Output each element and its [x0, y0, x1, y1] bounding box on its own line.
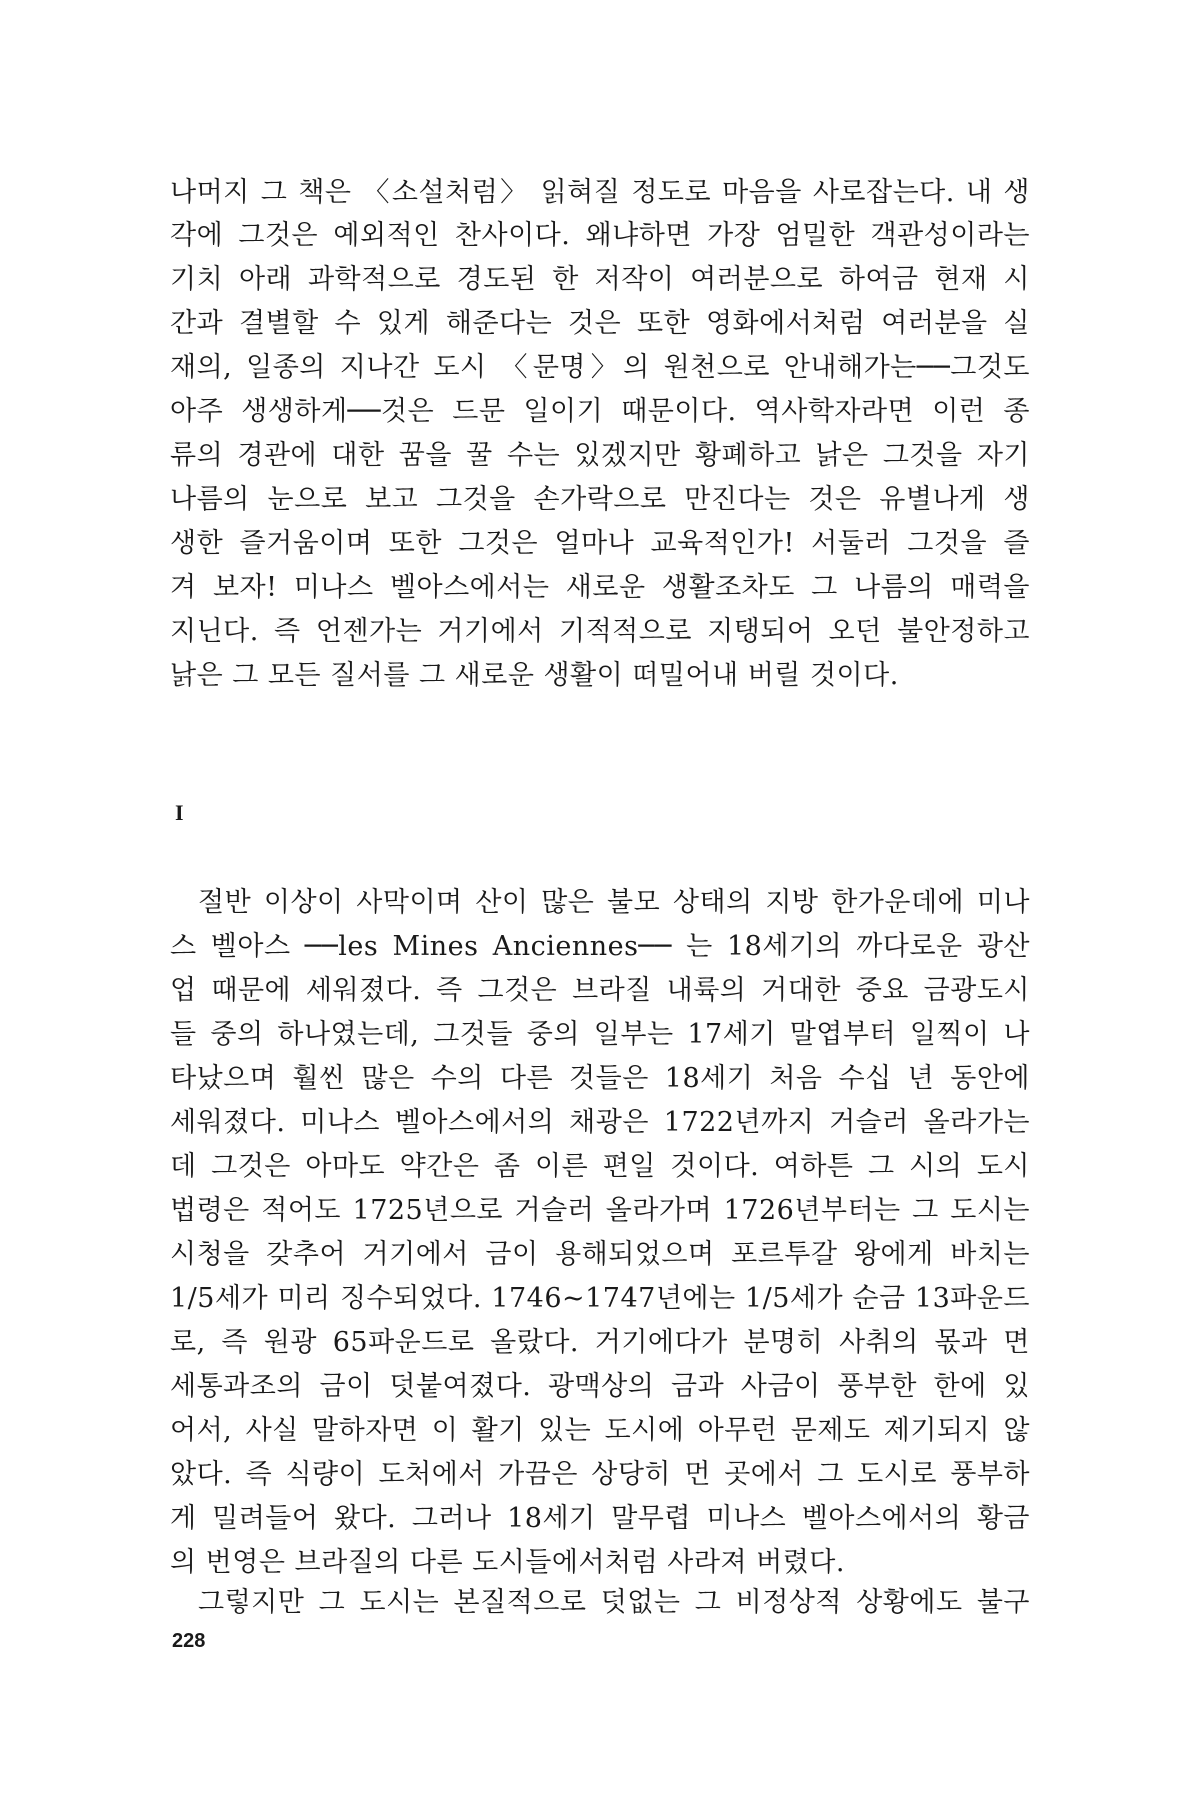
text-line: 타났으며 훨씬 많은 수의 다른 것들은 18세기 처음 수십 년 동안에: [170, 1063, 1030, 1094]
text-line: 들 중의 하나였는데, 그것들 중의 일부는 17세기 말엽부터 일찍이 나: [170, 1019, 1030, 1050]
page-number: 228: [172, 1630, 206, 1652]
text-line: 1/5세가 미리 징수되었다. 1746~1747년에는 1/5세가 순금 13파운드: [170, 1283, 1030, 1314]
text-line: 로, 즉 원광 65파운드로 올랐다. 거기에다가 분명히 사취의 몫과 면: [170, 1327, 1030, 1358]
text-line: 그렇지만 그 도시는 본질적으로 덧없는 그 비정상적 상황에도 불구: [198, 1587, 1030, 1618]
text-line: 간과 결별할 수 있게 해준다는 것은 또한 영화에서처럼 여러분을 실: [170, 308, 1030, 339]
text-line: 절반 이상이 사막이며 산이 많은 불모 상태의 지방 한가운데에 미나: [198, 887, 1030, 918]
text-line: 게 밀려들어 왔다. 그러나 18세기 말무렵 미나스 벨아스에서의 황금: [170, 1503, 1030, 1534]
text-line: 세워졌다. 미나스 벨아스에서의 채광은 1722년까지 거슬러 올라가는: [170, 1107, 1030, 1138]
text-line: 류의 경관에 대한 꿈을 꿀 수는 있겠지만 황폐하고 낡은 그것을 자기: [170, 440, 1030, 471]
text-line: 법령은 적어도 1725년으로 거슬러 올라가며 1726년부터는 그 도시는: [170, 1195, 1030, 1226]
text-line: 나머지 그 책은 〈소설처럼〉 읽혀질 정도로 마음을 사로잡는다. 내 생: [170, 177, 1030, 208]
text-line: 아주 생생하게──것은 드문 일이기 때문이다. 역사학자라면 이런 종: [170, 396, 1030, 427]
text-line: 스 벨아스 ──les Mines Anciennes── 는 18세기의 까다로운 광산: [170, 931, 1030, 962]
text-line: 지닌다. 즉 언젠가는 거기에서 기적적으로 지탱되어 오던 불안정하고: [170, 616, 1030, 647]
section-heading: I: [175, 800, 184, 825]
text-line: 시청을 갖추어 거기에서 금이 용해되었으며 포르투갈 왕에게 바치는: [170, 1239, 1030, 1270]
text-line: 각에 그것은 예외적인 찬사이다. 왜냐하면 가장 엄밀한 객관성이라는: [170, 220, 1030, 251]
text-line: 기치 아래 과학적으로 경도된 한 저작이 여러분으로 하여금 현재 시: [170, 264, 1030, 295]
text-line: 재의, 일종의 지나간 도시 〈문명〉의 원천으로 안내해가는──그것도: [170, 352, 1030, 383]
text-line: 업 때문에 세워졌다. 즉 그것은 브라질 내륙의 거대한 중요 금광도시: [170, 975, 1030, 1006]
text-line: 의 번영은 브라질의 다른 도시들에서처럼 사라져 버렸다.: [170, 1547, 845, 1578]
text-line: 았다. 즉 식량이 도처에서 가끔은 상당히 먼 곳에서 그 도시로 풍부하: [170, 1459, 1030, 1490]
text-line: 세통과조의 금이 덧붙여졌다. 광맥상의 금과 사금이 풍부한 한에 있: [170, 1371, 1030, 1402]
text-line: 어서, 사실 말하자면 이 활기 있는 도시에 아무런 문제도 제기되지 않: [170, 1415, 1030, 1446]
text-line: 겨 보자! 미나스 벨아스에서는 새로운 생활조차도 그 나름의 매력을: [170, 572, 1030, 603]
text-line: 나름의 눈으로 보고 그것을 손가락으로 만진다는 것은 유별나게 생: [170, 484, 1030, 515]
text-line: 데 그것은 아마도 약간은 좀 이른 편일 것이다. 여하튼 그 시의 도시: [170, 1151, 1030, 1182]
text-line: 생한 즐거움이며 또한 그것은 얼마나 교육적인가! 서둘러 그것을 즐: [170, 528, 1030, 559]
text-line: 낡은 그 모든 질서를 그 새로운 생활이 떠밀어내 버릴 것이다.: [170, 660, 899, 691]
